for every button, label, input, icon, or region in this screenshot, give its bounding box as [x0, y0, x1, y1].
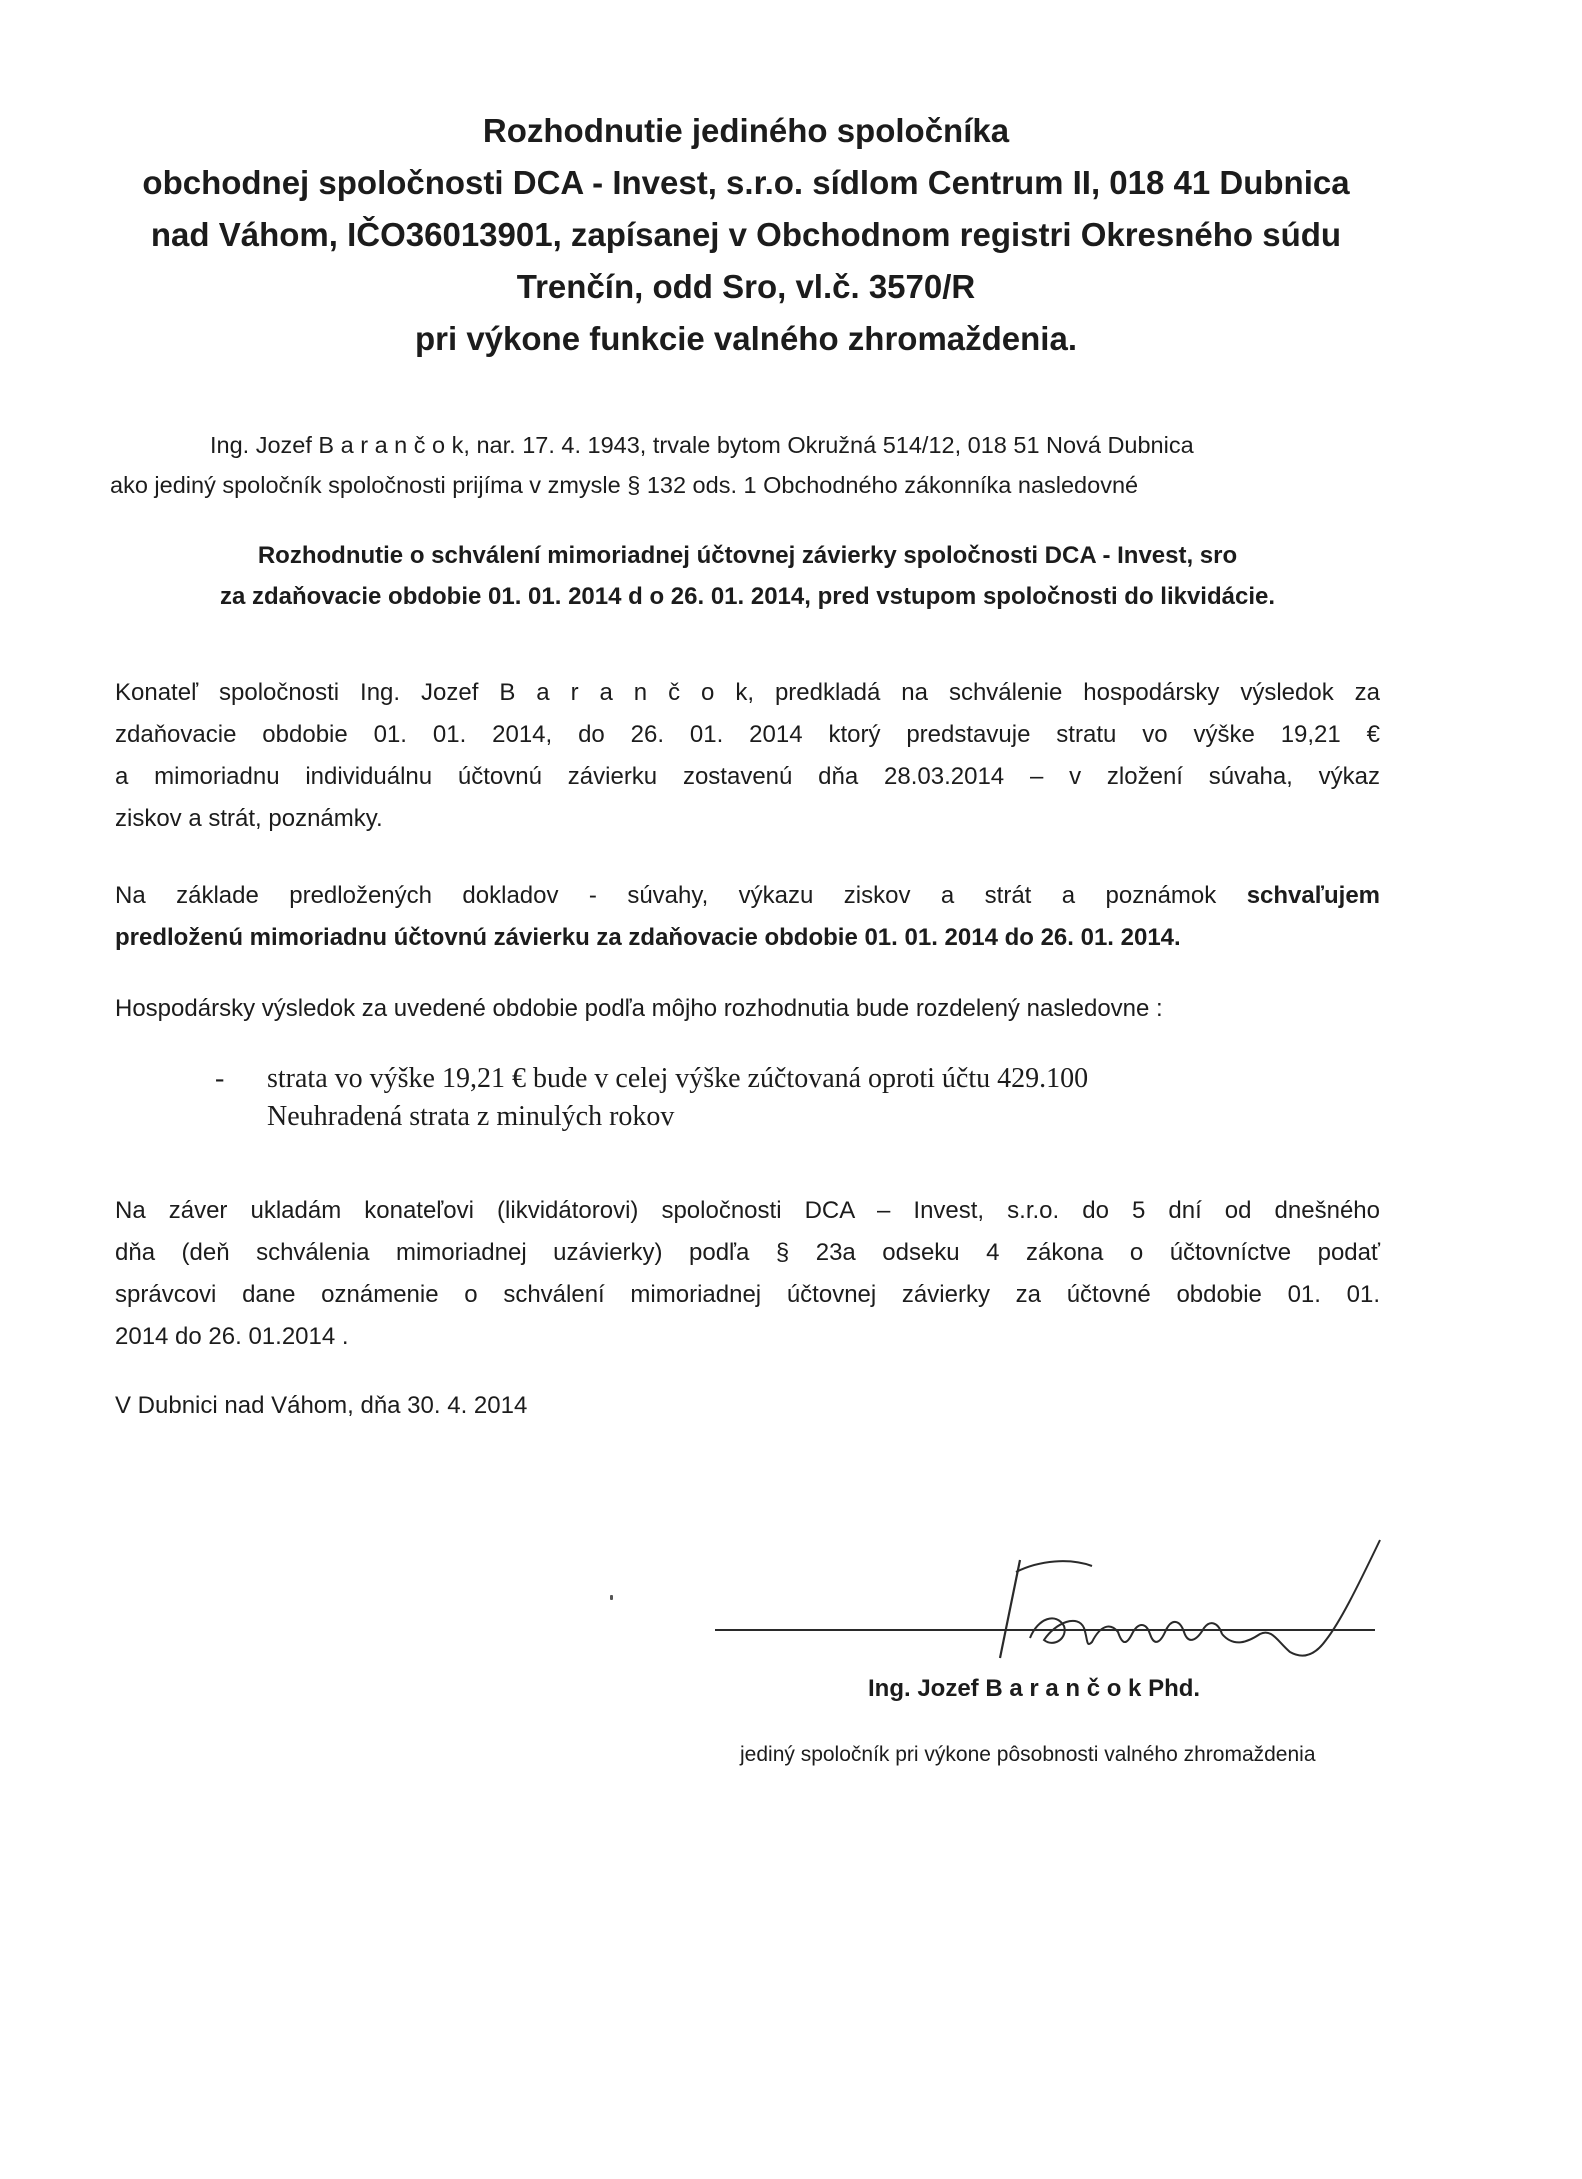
paragraph-result-proposal	[115, 672, 1380, 840]
paragraph3-line-1: Hospodársky výsledok za uvedené obdobie podľa môjho rozhodnutia bude rozdelený nasledovne :	[115, 995, 1163, 1022]
paragraph-distribution	[115, 988, 1380, 1030]
bullet-line-2: Neuhradená strata z minulých rokov	[267, 1101, 675, 1132]
paragraph4-line-4: 2014 do 26. 01.2014 .	[115, 1323, 349, 1350]
subject-line-2: za zdaňovacie obdobie 01. 01. 2014 d o 26. 01. 2014, pred vstupom spoločnosti do likvidácie.	[219, 583, 1276, 610]
intro-paragraph	[110, 425, 1375, 505]
paragraph2-line-1	[115, 875, 1380, 917]
title-line-4: Trenčín, odd Sro, vl.č. 3570/R	[516, 268, 976, 305]
paragraph2-line-1-normal: Na základe predložených dokladov - súvahy, výkazu ziskov a strát a poznámok	[115, 882, 1247, 909]
paragraph1-line-4: ziskov a strát, poznámky.	[115, 805, 383, 832]
paragraph-instruction	[115, 1190, 1380, 1358]
paragraph4-line-3: správcovi dane oznámenie o schválení mimoriadnej účtovnej závierky za účtovné obdobie 01. 01.	[115, 1281, 1380, 1308]
document-title	[80, 105, 1412, 365]
place-date-text: V Dubnici nad Váhom, dňa 30. 4. 2014	[115, 1392, 528, 1419]
paragraph1-line-1: Konateľ spoločnosti Ing. Jozef B a r a n č o k, predkladá na schválenie hospodársky výsledok za	[115, 679, 1380, 706]
title-line-5: pri výkone funkcie valného zhromaždenia.	[414, 320, 1077, 357]
paragraph1-line-2: zdaňovacie obdobie 01. 01. 2014, do 26. 01. 2014 ktorý predstavuje stratu vo výške 19,21 €	[115, 721, 1380, 748]
bullet-line-1: strata vo výške 19,21 € bude v celej výške zúčtovaná oproti účtu 429.100	[267, 1063, 1089, 1094]
bullet-text	[267, 1060, 1088, 1136]
paragraph2-approve-word: schvaľujem	[1246, 882, 1380, 909]
title-line-3: nad Váhom, IČO36013901, zapísanej v Obchodnom registri Okresného súdu	[150, 216, 1342, 253]
place-and-date	[115, 1385, 1380, 1427]
paragraph2-line-2: predloženú mimoriadnu účtovnú závierku za zdaňovacie obdobie 01. 01. 2014 do 26. 01. 2014.	[115, 924, 1181, 951]
handwritten-signature	[960, 1530, 1480, 1680]
paragraph4-line-2: dňa (deň schválenia mimoriadnej uzávierky) podľa § 23a odseku 4 zákona o účtovníctve podať	[115, 1239, 1380, 1266]
bullet-dash: -	[215, 1063, 225, 1094]
subject-line-1: Rozhodnutie o schválení mimoriadnej účtovnej závierky spoločnosti DCA - Invest, sro	[257, 542, 1238, 569]
paragraph4-line-1: Na záver ukladám konateľovi (likvidátorovi) spoločnosti DCA – Invest, s.r.o. do 5 dní od dnešného	[115, 1197, 1380, 1224]
signatory-role: jediný spoločník pri výkone pôsobnosti valného zhromaždenia	[740, 1743, 1316, 1766]
title-line-2: obchodnej spoločnosti DCA - Invest, s.r.o. sídlom Centrum II, 018 41 Dubnica	[142, 164, 1350, 201]
signature-line	[715, 1629, 1375, 1631]
decision-subject	[110, 535, 1385, 617]
paragraph-approval	[115, 875, 1380, 959]
paragraph1-line-3: a mimoriadnu individuálnu účtovnú závierku zostavenú dňa 28.03.2014 – v zložení súvaha, výkaz	[115, 763, 1380, 790]
signatory-name: Ing. Jozef B a r a n č o k Phd.	[868, 1675, 1201, 1702]
scan-speck	[610, 1595, 613, 1600]
title-line-1: Rozhodnutie jediného spoločníka	[482, 112, 1010, 149]
intro-line-1: Ing. Jozef B a r a n č o k, nar. 17. 4. 1943, trvale bytom Okružná 514/12, 018 51 Nová Dubnica	[210, 432, 1194, 458]
intro-line-2: ako jediný spoločník spoločnosti prijíma v zmysle § 132 ods. 1 Obchodného zákonníka nasledovné	[110, 472, 1139, 498]
